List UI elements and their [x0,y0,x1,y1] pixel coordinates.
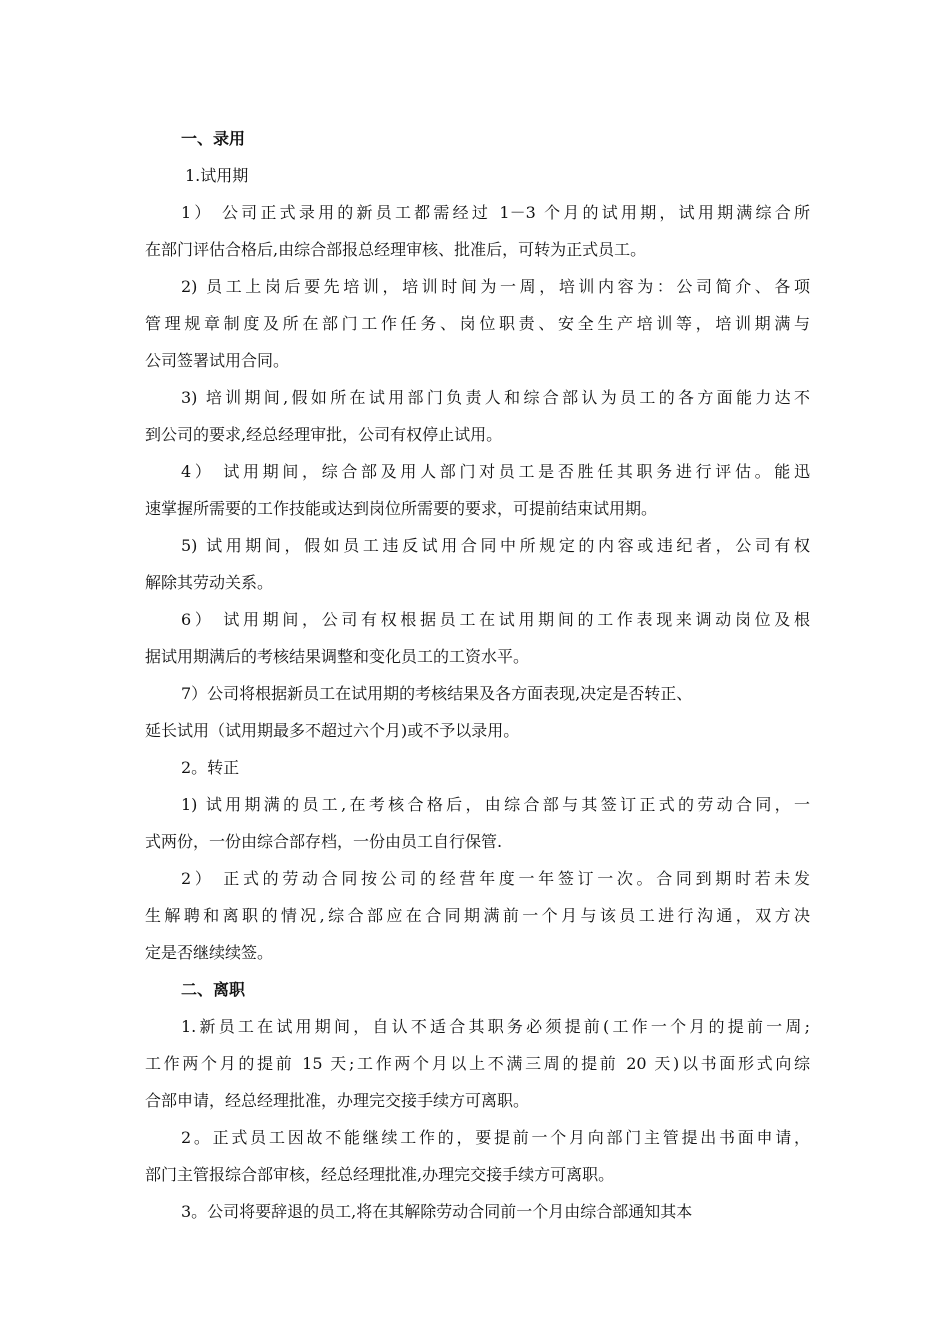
paragraph-line: 1) 试用期满的员工,在考核合格后，由综合部与其签订正式的劳动合同，一 [181,795,810,814]
paragraph-line: 公司签署试用合同。 [145,351,290,370]
paragraph-line: 6） 试用期间，公司有权根据员工在试用期间的工作表现来调动岗位及根 [181,610,810,629]
paragraph-line: 合部申请，经总经理批准，办理完交接手续方可离职。 [145,1091,530,1110]
paragraph-line: 1） 公司正式录用的新员工都需经过 1－3 个月的试用期，试用期满综合所 [181,203,810,222]
subheading-probation: 1.试用期 [185,166,249,185]
paragraph-line: 4） 试用期间，综合部及用人部门对员工是否胜任其职务进行评估。能迅 [181,462,810,481]
paragraph-line: 管理规章制度及所在部门工作任务、岗位职责、安全生产培训等，培训期满与 [145,314,810,333]
paragraph-line: 延长试用（试用期最多不超过六个月)或不予以录用。 [145,721,520,740]
paragraph-line: 工作两个月的提前 15 天;工作两个月以上不满三周的提前 20 天)以书面形式向综 [145,1054,810,1073]
document-page [145,120,810,1230]
paragraph [145,379,810,453]
section-heading-resignation: 二、离职 [181,980,246,999]
paragraph-line: 解除其劳动关系。 [145,573,274,592]
paragraph [145,1193,810,1230]
paragraph [145,1119,810,1193]
subheading-confirmation: 2。转正 [181,758,240,777]
paragraph [145,675,810,749]
paragraph [145,1008,810,1119]
paragraph [145,601,810,675]
section-heading-hiring: 一、录用 [181,129,246,148]
paragraph-line: 据试用期满后的考核结果调整和变化员工的工资水平。 [145,647,530,666]
paragraph-line: 3。公司将要辞退的员工,将在其解除劳动合同前一个月由综合部通知其本 [181,1202,693,1221]
paragraph-line: 7）公司将根据新员工在试用期的考核结果及各方面表现,决定是否转正、 [181,684,693,703]
paragraph [145,194,810,268]
paragraph-line: 1.新员工在试用期间，自认不适合其职务必须提前(工作一个月的提前一周; [181,1017,810,1036]
paragraph-line: 2。正式员工因故不能继续工作的，要提前一个月向部门主管提出书面申请， [181,1128,810,1147]
paragraph-line: 5) 试用期间，假如员工违反试用合同中所规定的内容或违纪者，公司有权 [181,536,810,555]
paragraph-line: 式两份，一份由综合部存档，一份由员工自行保管. [145,832,503,851]
paragraph [145,786,810,860]
paragraph [145,860,810,971]
paragraph [145,268,810,379]
paragraph [145,527,810,601]
paragraph-line: 生解聘和离职的情况,综合部应在合同期满前一个月与该员工进行沟通，双方决 [145,906,810,925]
paragraph-line: 速掌握所需要的工作技能或达到岗位所需要的要求，可提前结束试用期。 [145,499,658,518]
paragraph-line: 到公司的要求,经总经理审批，公司有权停止试用。 [145,425,503,444]
paragraph-line: 2） 正式的劳动合同按公司的经营年度一年签订一次。合同到期时若未发 [181,869,810,888]
paragraph [145,453,810,527]
paragraph-line: 3) 培训期间,假如所在试用部门负责人和综合部认为员工的各方面能力达不 [181,388,810,407]
paragraph-line: 在部门评估合格后,由综合部报总经理审核、批准后，可转为正式员工。 [145,240,647,259]
paragraph-line: 定是否继续续签。 [145,943,274,962]
paragraph-line: 2) 员工上岗后要先培训，培训时间为一周，培训内容为：公司简介、各项 [181,277,810,296]
paragraph-line: 部门主管报综合部审核，经总经理批准,办理完交接手续方可离职。 [145,1165,615,1184]
